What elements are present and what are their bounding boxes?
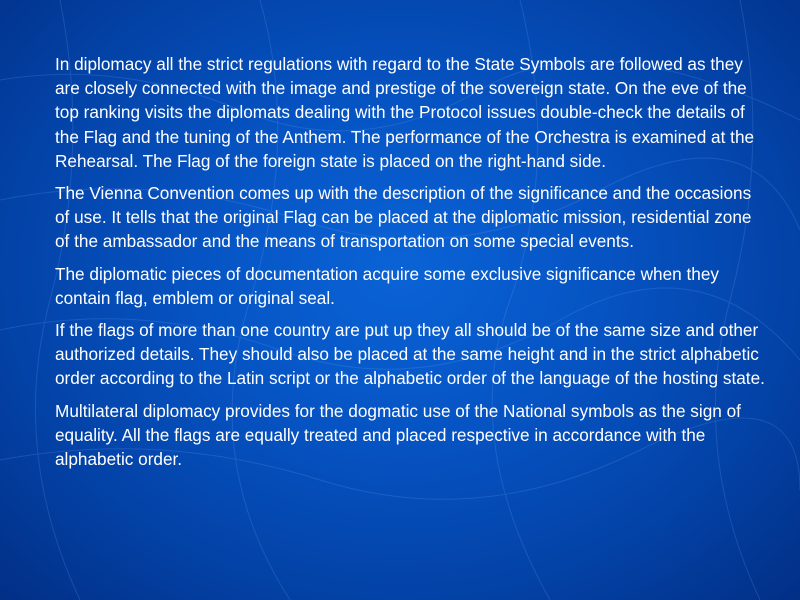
slide-text-body [55,52,765,479]
paragraph-multilateral-diplomacy: Multilateral diplomacy provides for the dogmatic use of the National symbols as the sign of equality. All the flags are equally treated and placed respective in accordance with the alphabetic order. [55,400,741,470]
paragraph-multiple-flags: If the flags of more than one country are put up they all should be of the same size and other authorized details. They should also be placed at the same height and in the strict alphabetic order according to the Latin script or the alphabetic order of the language of the hosting state. [55,320,765,389]
paragraph-documentation: The diplomatic pieces of documentation acquire some exclusive significance when they contain flag, emblem or original seal. [55,263,719,308]
paragraph-state-symbols: In diplomacy all the strict regulations with regard to the State Symbols are followed as they are closely connected with the image and prestige of the sovereign state. On the eve of the top ranking visits the diplomats dealing with the Protocol issues double-check the details of the Flag and the tuning of the Anthem. The performance of the Orchestra is examined at the Rehearsal. The Flag of the foreign state is placed on the right-hand side. [55,54,755,171]
paragraph-vienna-convention: The Vienna Convention comes up with the description of the significance and the occasions of use. It tells that the original Flag can be placed at the diplomatic mission, residential zone of the ambassador and the means of transportation on some special events. [55,183,752,252]
